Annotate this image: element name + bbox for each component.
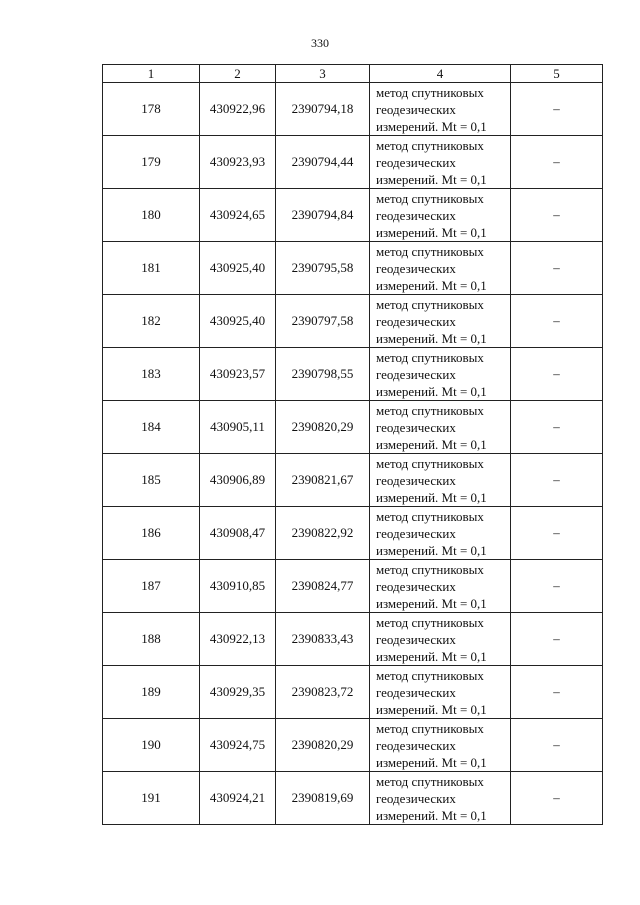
- y-coordinate-cell: 2390795,58: [276, 242, 370, 295]
- x-coordinate-cell: 430923,93: [200, 136, 276, 189]
- method-line: измерений. Mt = 0,1: [376, 595, 487, 611]
- method-line: геодезических: [376, 207, 456, 223]
- method-line: геодезических: [376, 313, 456, 329]
- table-header-row: [103, 65, 603, 83]
- method-line: измерений. Mt = 0,1: [376, 754, 487, 770]
- method-line: метод спутниковых: [376, 773, 484, 789]
- note-cell: –: [511, 242, 603, 295]
- x-coordinate-cell: 430924,75: [200, 719, 276, 772]
- note-cell: –: [511, 507, 603, 560]
- x-coordinate-cell: 430908,47: [200, 507, 276, 560]
- point-number-cell: 187: [103, 560, 200, 613]
- method-line: измерений. Mt = 0,1: [376, 277, 487, 293]
- point-number-cell: 191: [103, 772, 200, 825]
- method-line: метод спутниковых: [376, 137, 484, 153]
- note-cell: –: [511, 348, 603, 401]
- table-row: [103, 83, 603, 136]
- coordinates-table: [102, 64, 603, 825]
- y-coordinate-cell: 2390821,67: [276, 454, 370, 507]
- method-line: метод спутниковых: [376, 561, 484, 577]
- table-row: [103, 242, 603, 295]
- method-cell: [370, 242, 511, 295]
- method-line: метод спутниковых: [376, 190, 484, 206]
- method-cell: [370, 401, 511, 454]
- x-coordinate-cell: 430922,96: [200, 83, 276, 136]
- method-cell: [370, 666, 511, 719]
- method-line: геодезических: [376, 631, 456, 647]
- column-header-1: 1: [103, 65, 200, 83]
- point-number-cell: 189: [103, 666, 200, 719]
- point-number-cell: 190: [103, 719, 200, 772]
- x-coordinate-cell: 430925,40: [200, 295, 276, 348]
- x-coordinate-cell: 430925,40: [200, 242, 276, 295]
- method-cell: [370, 613, 511, 666]
- y-coordinate-cell: 2390820,29: [276, 401, 370, 454]
- table-body: [103, 83, 603, 825]
- table-row: [103, 295, 603, 348]
- table-row: [103, 560, 603, 613]
- table-row: [103, 189, 603, 242]
- note-cell: –: [511, 189, 603, 242]
- y-coordinate-cell: 2390833,43: [276, 613, 370, 666]
- method-line: измерений. Mt = 0,1: [376, 701, 487, 717]
- note-cell: –: [511, 136, 603, 189]
- point-number-cell: 185: [103, 454, 200, 507]
- table-row: [103, 719, 603, 772]
- method-line: метод спутниковых: [376, 296, 484, 312]
- page-number: 330: [311, 36, 329, 50]
- point-number-cell: 184: [103, 401, 200, 454]
- method-cell: [370, 136, 511, 189]
- method-line: метод спутниковых: [376, 508, 484, 524]
- method-cell: [370, 83, 511, 136]
- point-number-cell: 178: [103, 83, 200, 136]
- method-line: измерений. Mt = 0,1: [376, 436, 487, 452]
- note-cell: –: [511, 454, 603, 507]
- y-coordinate-cell: 2390794,18: [276, 83, 370, 136]
- x-coordinate-cell: 430905,11: [200, 401, 276, 454]
- method-line: метод спутниковых: [376, 402, 484, 418]
- note-cell: –: [511, 401, 603, 454]
- method-cell: [370, 772, 511, 825]
- method-line: измерений. Mt = 0,1: [376, 118, 487, 134]
- note-cell: –: [511, 295, 603, 348]
- table-row: [103, 613, 603, 666]
- method-line: измерений. Mt = 0,1: [376, 807, 487, 823]
- note-cell: –: [511, 666, 603, 719]
- method-line: геодезических: [376, 472, 456, 488]
- y-coordinate-cell: 2390794,44: [276, 136, 370, 189]
- note-cell: –: [511, 719, 603, 772]
- point-number-cell: 183: [103, 348, 200, 401]
- method-line: геодезических: [376, 101, 456, 117]
- point-number-cell: 186: [103, 507, 200, 560]
- y-coordinate-cell: 2390819,69: [276, 772, 370, 825]
- table-row: [103, 401, 603, 454]
- method-line: метод спутниковых: [376, 720, 484, 736]
- method-line: измерений. Mt = 0,1: [376, 224, 487, 240]
- method-line: метод спутниковых: [376, 455, 484, 471]
- method-line: метод спутниковых: [376, 349, 484, 365]
- point-number-cell: 181: [103, 242, 200, 295]
- table-row: [103, 454, 603, 507]
- method-line: геодезических: [376, 154, 456, 170]
- note-cell: –: [511, 613, 603, 666]
- table-row: [103, 772, 603, 825]
- method-line: геодезических: [376, 419, 456, 435]
- y-coordinate-cell: 2390794,84: [276, 189, 370, 242]
- note-cell: –: [511, 560, 603, 613]
- y-coordinate-cell: 2390797,58: [276, 295, 370, 348]
- method-line: геодезических: [376, 578, 456, 594]
- note-cell: –: [511, 772, 603, 825]
- method-line: метод спутниковых: [376, 667, 484, 683]
- table-row: [103, 136, 603, 189]
- y-coordinate-cell: 2390823,72: [276, 666, 370, 719]
- table-row: [103, 348, 603, 401]
- point-number-cell: 179: [103, 136, 200, 189]
- x-coordinate-cell: 430906,89: [200, 454, 276, 507]
- method-line: геодезических: [376, 525, 456, 541]
- point-number-cell: 188: [103, 613, 200, 666]
- method-line: измерений. Mt = 0,1: [376, 489, 487, 505]
- method-cell: [370, 189, 511, 242]
- method-line: измерений. Mt = 0,1: [376, 648, 487, 664]
- method-cell: [370, 454, 511, 507]
- method-line: измерений. Mt = 0,1: [376, 171, 487, 187]
- method-line: геодезических: [376, 366, 456, 382]
- method-line: метод спутниковых: [376, 84, 484, 100]
- method-line: метод спутниковых: [376, 243, 484, 259]
- method-cell: [370, 719, 511, 772]
- table-row: [103, 507, 603, 560]
- x-coordinate-cell: 430910,85: [200, 560, 276, 613]
- column-header-3: 3: [276, 65, 370, 83]
- method-cell: [370, 507, 511, 560]
- y-coordinate-cell: 2390824,77: [276, 560, 370, 613]
- y-coordinate-cell: 2390798,55: [276, 348, 370, 401]
- y-coordinate-cell: 2390822,92: [276, 507, 370, 560]
- method-line: измерений. Mt = 0,1: [376, 383, 487, 399]
- method-line: геодезических: [376, 790, 456, 806]
- x-coordinate-cell: 430924,21: [200, 772, 276, 825]
- x-coordinate-cell: 430923,57: [200, 348, 276, 401]
- x-coordinate-cell: 430922,13: [200, 613, 276, 666]
- y-coordinate-cell: 2390820,29: [276, 719, 370, 772]
- method-cell: [370, 560, 511, 613]
- column-header-5: 5: [511, 65, 603, 83]
- table-row: [103, 666, 603, 719]
- note-cell: –: [511, 83, 603, 136]
- method-cell: [370, 348, 511, 401]
- method-line: геодезических: [376, 260, 456, 276]
- point-number-cell: 182: [103, 295, 200, 348]
- column-header-4: 4: [370, 65, 511, 83]
- x-coordinate-cell: 430924,65: [200, 189, 276, 242]
- method-line: измерений. Mt = 0,1: [376, 330, 487, 346]
- method-line: измерений. Mt = 0,1: [376, 542, 487, 558]
- point-number-cell: 180: [103, 189, 200, 242]
- column-header-2: 2: [200, 65, 276, 83]
- method-line: метод спутниковых: [376, 614, 484, 630]
- method-line: геодезических: [376, 684, 456, 700]
- x-coordinate-cell: 430929,35: [200, 666, 276, 719]
- method-cell: [370, 295, 511, 348]
- method-line: геодезических: [376, 737, 456, 753]
